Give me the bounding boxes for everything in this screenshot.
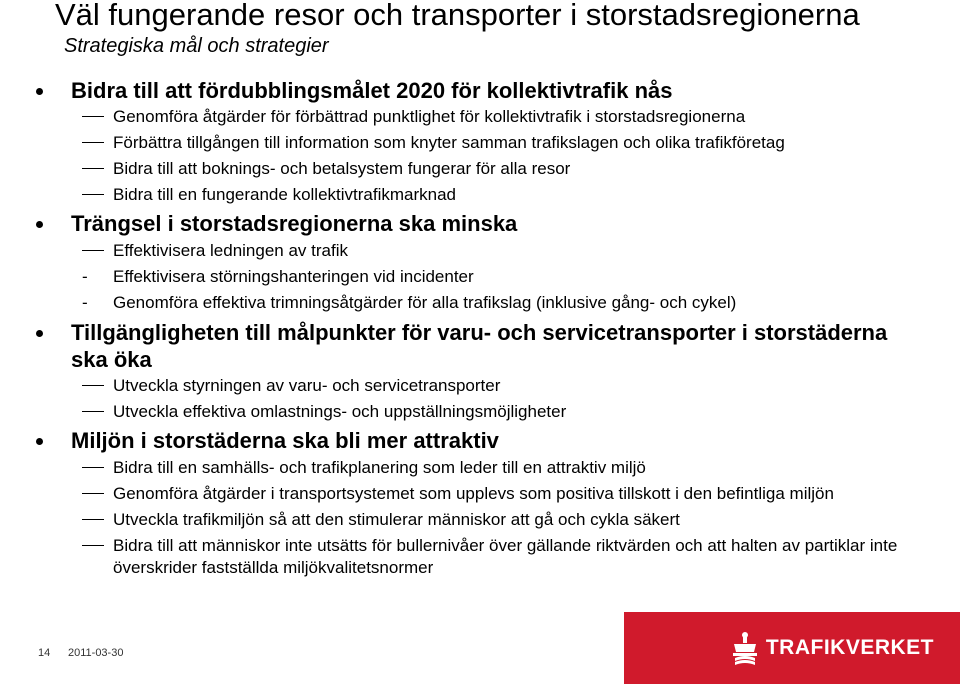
sub-item <box>0 240 960 262</box>
bullet-section-congestion <box>0 210 960 237</box>
bullet-section-collective-traffic <box>0 77 960 104</box>
sub-item <box>0 483 960 505</box>
sub-item <box>0 132 960 154</box>
crown-logo-icon <box>730 630 760 666</box>
sub-item <box>0 158 960 180</box>
sub-item-text: Genomföra effektiva trimningsåtgärder för alla trafikslag (inklusive gång- och cykel) <box>113 293 737 312</box>
sub-item-text: Genomföra åtgärder för förbättrad punktlighet för kollektivtrafik i storstadsregionerna <box>113 107 746 126</box>
hyphen-icon: - <box>82 267 88 286</box>
dash-icon <box>82 411 104 412</box>
sub-item-text: Bidra till att boknings- och betalsystem fungerar för alla resor <box>113 159 571 178</box>
sub-item-text: Bidra till en samhälls- och trafikplanering som leder till en attraktiv miljö <box>113 458 646 477</box>
page-number: 14 <box>38 647 51 659</box>
sub-item <box>0 535 960 579</box>
sub-item-text: Utveckla effektiva omlastnings- och uppställningsmöjligheter <box>113 402 567 421</box>
sub-item-text: Utveckla styrningen av varu- och servicetransporter <box>113 376 501 395</box>
sub-item <box>0 457 960 479</box>
bullet-icon <box>36 221 43 228</box>
logo-text: TRAFIKVERKET <box>765 636 934 659</box>
dash-icon <box>82 168 104 169</box>
sub-item-text: Bidra till att människor inte utsätts för bullernivåer över gällande riktvärden och att halten av partiklar inte överskrider fastställda miljökvalitetsnormer <box>113 536 898 577</box>
sub-item-text: Utveckla trafikmiljön så att den stimulerar människor att gå och cykla säkert <box>113 510 680 529</box>
sub-item-text: Effektivisera störningshanteringen vid incidenter <box>113 267 474 286</box>
sub-item <box>0 266 960 288</box>
hyphen-icon: - <box>82 293 88 312</box>
dash-icon <box>82 250 104 251</box>
dash-icon <box>82 493 104 494</box>
dash-icon <box>82 467 104 468</box>
dash-icon <box>82 142 104 143</box>
bullet-section-environment <box>0 427 960 454</box>
bullet-heading: Bidra till att fördubblingsmålet 2020 för kollektivtrafik nås <box>71 78 673 103</box>
trafikverket-logo <box>730 630 934 666</box>
sub-item <box>0 184 960 206</box>
dash-icon <box>82 116 104 117</box>
sub-item-text: Effektivisera ledningen av trafik <box>113 241 348 260</box>
sub-item-text: Förbättra tillgången till information som knyter samman trafikslagen och olika trafikföretag <box>113 133 785 152</box>
bullet-icon <box>36 438 43 445</box>
bullet-icon <box>36 88 43 95</box>
sub-item <box>0 401 960 423</box>
sub-item <box>0 106 960 128</box>
slide-subtitle: Strategiska mål och strategier <box>64 35 329 57</box>
dash-icon <box>82 385 104 386</box>
sub-item <box>0 292 960 314</box>
dash-icon <box>82 519 104 520</box>
bullet-heading: Trängsel i storstadsregionerna ska minska <box>71 211 518 236</box>
sub-item <box>0 375 960 397</box>
footer-date: 2011-03-30 <box>68 647 124 659</box>
slide-content <box>0 70 960 579</box>
dash-icon <box>82 545 104 546</box>
bullet-heading: Miljön i storstäderna ska bli mer attraktiv <box>71 428 499 453</box>
bullet-heading: Tillgängligheten till målpunkter för varu- och servicetransporter i storstäderna ska öka <box>71 320 888 372</box>
sub-item <box>0 509 960 531</box>
sub-item-text: Bidra till en fungerande kollektivtrafikmarknad <box>113 185 457 204</box>
slide-title: Väl fungerande resor och transporter i storstadsregionerna <box>55 0 860 32</box>
sub-item-text: Genomföra åtgärder i transportsystemet som upplevs som positiva tillskott i den befintliga miljön <box>113 484 834 503</box>
bullet-section-accessibility <box>0 319 960 373</box>
bullet-icon <box>36 330 43 337</box>
dash-icon <box>82 194 104 195</box>
